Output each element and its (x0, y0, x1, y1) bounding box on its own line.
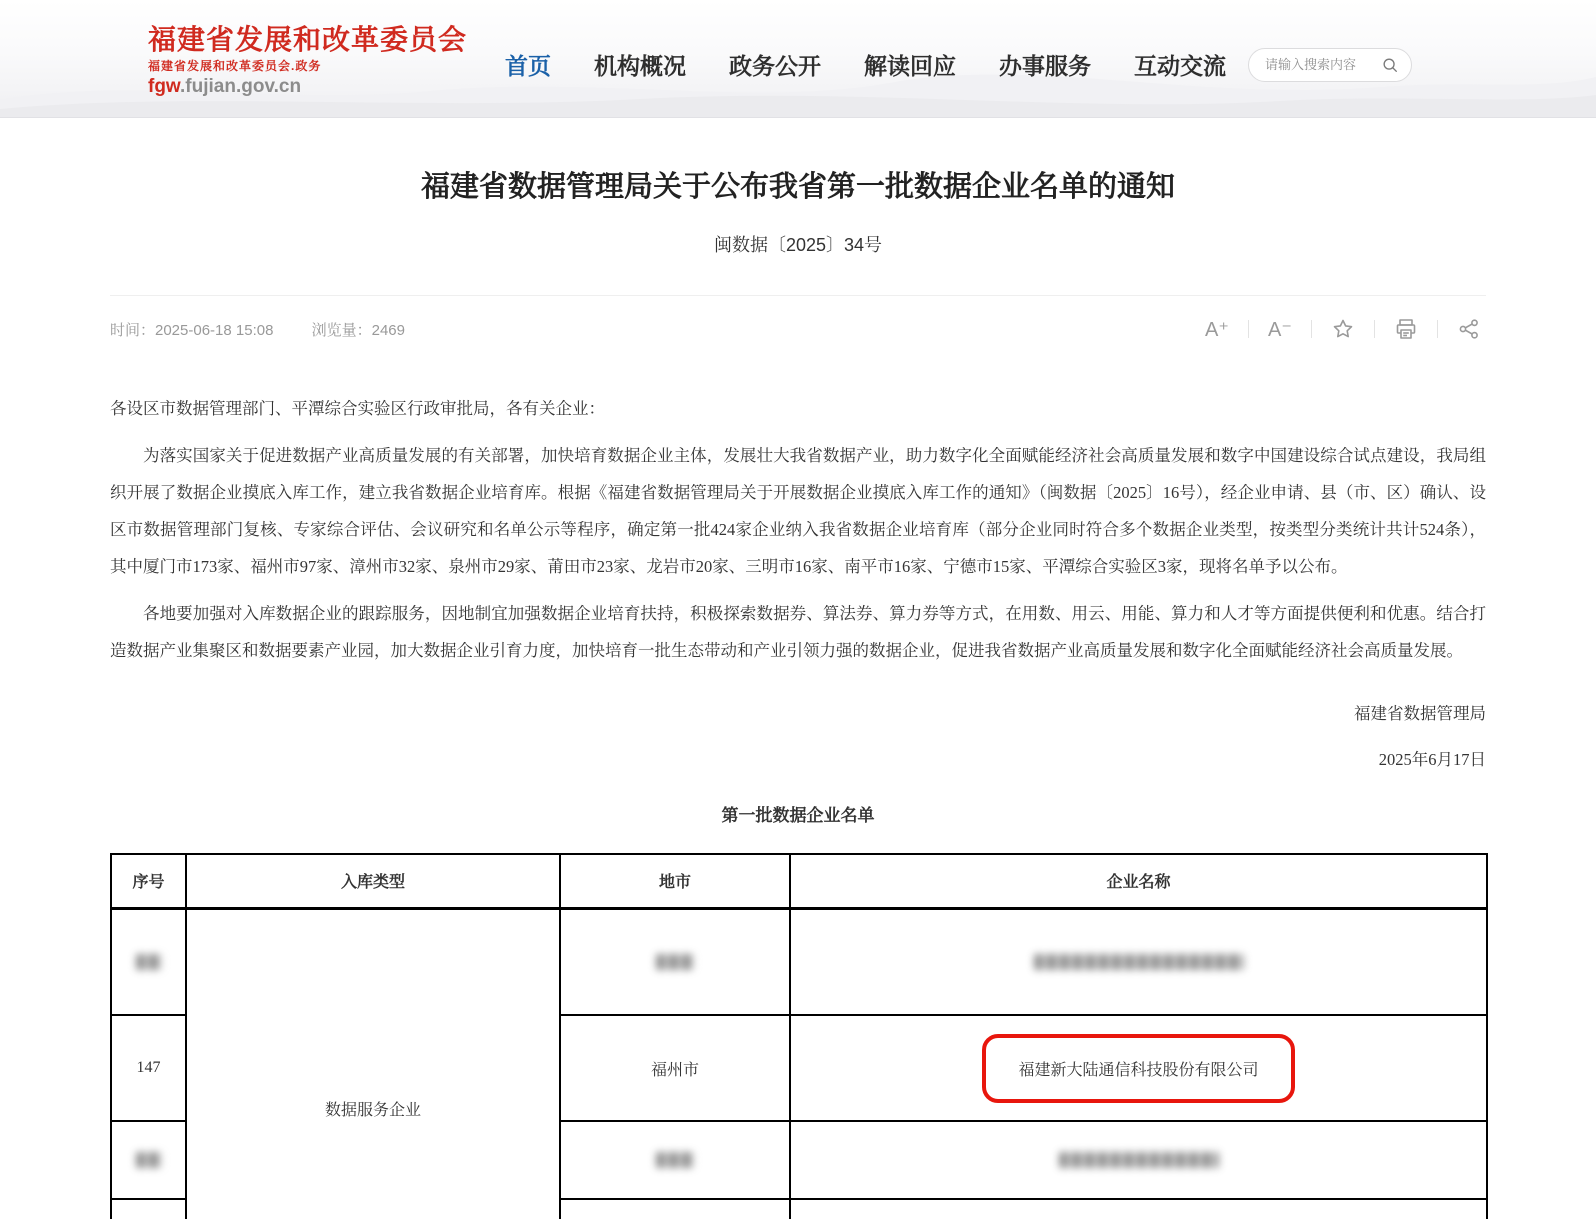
printer-icon (1394, 317, 1418, 341)
nav-item-overview[interactable]: 机构概况 (594, 53, 687, 79)
search-box[interactable] (1248, 48, 1412, 82)
toolbar-divider (1374, 320, 1375, 338)
table-row-blurred (111, 908, 1487, 1015)
signature-date: 2025年6月17日 (1378, 750, 1486, 769)
blurred-text (136, 954, 162, 970)
nav-item-services[interactable]: 办事服务 (999, 53, 1092, 79)
cell-city-blurred (560, 908, 790, 1015)
nav-item-interpretation[interactable]: 解读回应 (864, 53, 957, 79)
body-paragraph-2: 各地要加强对入库数据企业的跟踪服务，因地制宜加强数据企业培育扶持，积极探索数据券、算法券、算力券等方式，在用数、用云、用能、算力和人才等方面提供便利和优惠。结合打造数据产业集聚区和数据要素产业园，加大数据企业引育力度，加快培育一批生态带动和产业引领力强的数据企业，促进我省数据产业高质量发展和数字化全面赋能经济社会高质量发展。 (110, 604, 1486, 660)
article-body (110, 390, 1486, 669)
site-logo[interactable] (148, 25, 467, 98)
article-title: 福建省数据管理局关于公布我省第一批数据企业名单的通知 (420, 171, 1175, 203)
col-header-no: 序号 (111, 854, 186, 908)
cell-company (790, 1015, 1487, 1121)
cell-company-blurred (790, 1121, 1487, 1199)
article-meta-row (110, 295, 1486, 342)
favorite-star-button[interactable] (1326, 316, 1360, 342)
site-header (0, 0, 1596, 118)
star-icon (1331, 317, 1355, 341)
domain-prefix: fgw (148, 76, 181, 98)
salutation-paragraph: 各设区市数据管理部门、平潭综合实验区行政审批局，各有关企业： (110, 399, 605, 418)
article-content (110, 164, 1486, 1219)
col-header-type: 入库类型 (186, 854, 560, 908)
article-meta (110, 319, 439, 340)
blurred-text (1034, 954, 1244, 970)
table-caption: 第一批数据企业名单 (721, 806, 875, 825)
cell-type-merged: 数据服务企业 (186, 908, 560, 1219)
table-header-row (111, 854, 1487, 908)
enterprise-table (110, 853, 1488, 1219)
col-header-company: 企业名称 (790, 854, 1487, 908)
share-button[interactable] (1452, 316, 1486, 342)
font-decrease-button[interactable]: A⁻ (1268, 318, 1292, 341)
search-icon[interactable] (1381, 56, 1399, 74)
cell-no-blurred (111, 908, 186, 1015)
cell-company-blurred (790, 908, 1487, 1015)
cell-city-blurred (560, 1121, 790, 1199)
cell-city: 福州市 (560, 1015, 790, 1121)
col-header-city: 地市 (560, 854, 790, 908)
print-button[interactable] (1389, 316, 1423, 342)
site-logo-subtitle: 福建省发展和改革委员会.政务 (148, 59, 322, 74)
blurred-text (1059, 1152, 1219, 1168)
site-logo-domain (148, 76, 467, 98)
article-toolbar (1200, 316, 1486, 342)
toolbar-divider (1248, 320, 1249, 338)
search-input[interactable] (1265, 57, 1381, 72)
share-icon (1457, 317, 1481, 341)
cell-no: 147 (111, 1015, 186, 1121)
font-increase-button[interactable]: A⁺ (1205, 318, 1229, 341)
blurred-text (136, 1152, 162, 1168)
nav-item-home[interactable]: 首页 (505, 53, 552, 79)
blurred-text (656, 954, 694, 970)
body-paragraph-1: 为落实国家关于促进数据产业高质量发展的有关部署，加快培育数据企业主体，发展壮大我省数据产业，助力数字化全面赋能经济社会高质量发展和数字中国建设综合试点建设，我局组织开展了数据企业摸底入库工作，建立我省数据企业培育库。根据《福建省数据管理局关于开展数据企业摸底入库工作的通知》（闽数据〔2025〕16号），经企业申请、县（市、区）确认、设区市数据管理部门复核、专家综合评估、会议研究和名单公示等程序，确定第一批424家企业纳入我省数据企业培育库（部分企业同时符合多个数据企业类型，按类型分类统计共计524条），其中厦门市173家、福州市97家、漳州市32家、泉州市29家、莆田市23家、龙岩市20家、三明市16家、南平市16家、宁德市15家、平潭综合实验区3家，现将名单予以公布。 (110, 446, 1486, 576)
cell-city-blurred (560, 1199, 790, 1219)
cell-no-blurred (111, 1121, 186, 1199)
company-name: 福建新大陆通信科技股份有限公司 (1018, 1061, 1259, 1079)
document-number: 闽数据〔2025〕34号 (713, 235, 883, 255)
red-highlight-box (982, 1034, 1294, 1103)
publish-time: 时间：2025-06-18 15:08 (110, 321, 274, 339)
view-count: 浏览量：2469 (311, 321, 405, 339)
signature-block (110, 691, 1486, 783)
main-nav (505, 48, 1226, 81)
nav-item-interaction[interactable]: 互动交流 (1134, 53, 1227, 79)
signature-org: 福建省数据管理局 (1354, 704, 1486, 723)
nav-item-gov-affairs[interactable]: 政务公开 (729, 53, 822, 79)
site-logo-title: 福建省发展和改革委员会 (148, 25, 468, 57)
cell-company-blurred (790, 1199, 1487, 1219)
blurred-text (656, 1152, 694, 1168)
cell-no-blurred (111, 1199, 186, 1219)
domain-suffix: .fujian.gov.cn (180, 76, 302, 98)
toolbar-divider (1437, 320, 1438, 338)
toolbar-divider (1311, 320, 1312, 338)
